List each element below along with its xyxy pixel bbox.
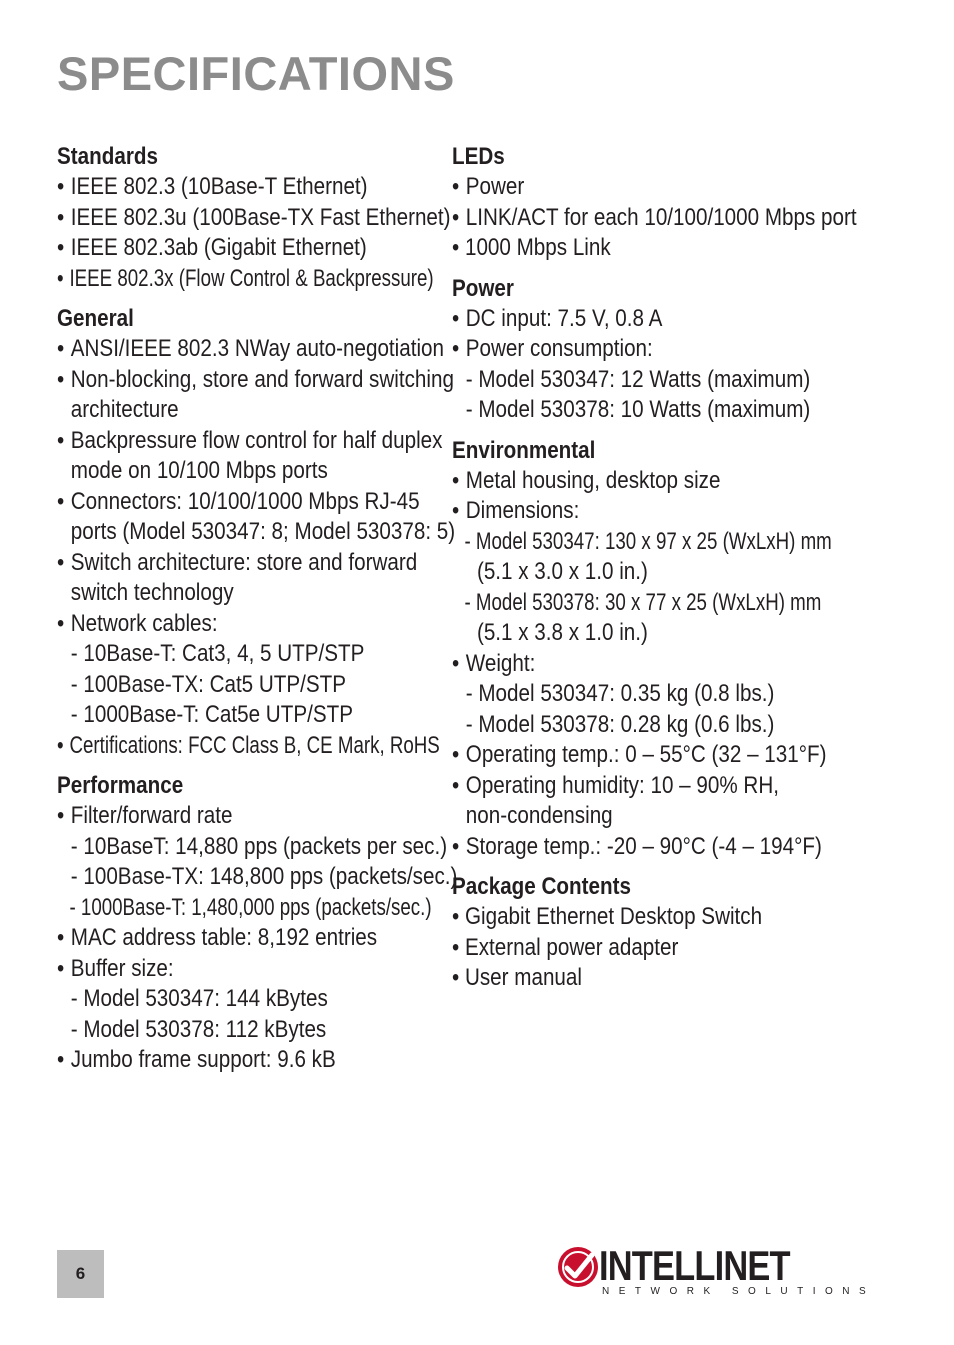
spec-line: • Backpressure flow control for half duplex <box>57 426 397 457</box>
spec-line: mode on 10/100 Mbps ports <box>70 457 328 484</box>
spec-line: - Model 530347: 130 x 97 x 25 (WxLxH) mm <box>464 527 832 555</box>
intellinet-logo <box>556 1242 876 1305</box>
spec-section <box>57 304 456 761</box>
checkmark-logo-icon <box>556 1245 600 1289</box>
spec-line: - Model 530378: 112 kBytes <box>70 1015 327 1043</box>
spec-line: - 100Base-TX: 148,800 pps (packets/sec.) <box>70 863 458 890</box>
spec-line: • IEEE 802.3 (10Base-T Ethernet) <box>57 172 397 203</box>
spec-line: - 10BaseT: 14,880 pps (packets per sec.) <box>70 832 448 860</box>
spec-line: • Operating humidity: 10 – 90% RH, <box>452 771 813 802</box>
spec-line: • Connectors: 10/100/1000 Mbps RJ-45 <box>57 487 397 518</box>
spec-line: - 1000Base-T: 1,480,000 pps (packets/sec.) <box>69 893 432 921</box>
section-heading: Environmental <box>452 436 596 464</box>
spec-line: • Power consumption: <box>452 334 813 365</box>
section-heading: General <box>57 305 134 332</box>
spec-line: • Power <box>452 172 813 203</box>
spec-line: non-condensing <box>465 802 613 829</box>
spec-line: (5.1 x 3.0 x 1.0 in.) <box>476 558 648 585</box>
spec-line: • LINK/ACT for each 10/100/1000 Mbps port <box>452 203 813 234</box>
spec-line: - 10Base-T: Cat3, 4, 5 UTP/STP <box>70 640 365 667</box>
spec-line: - Model 530378: 0.28 kg (0.6 lbs.) <box>465 710 775 738</box>
section-heading: Power <box>452 274 514 302</box>
logo-tagline: NETWORK SOLUTIONS <box>602 1286 876 1297</box>
spec-line: ports (Model 530347: 8; Model 530378: 5) <box>70 518 456 545</box>
spec-line: • Operating temp.: 0 – 55°C (32 – 131°F) <box>452 740 813 771</box>
spec-line: • External power adapter <box>452 933 679 961</box>
spec-line: • 1000 Mbps Link <box>452 234 611 261</box>
spec-line: - Model 530347: 144 kBytes <box>70 985 328 1012</box>
spec-line: • Switch architecture: store and forward <box>57 548 397 579</box>
spec-line: • MAC address table: 8,192 entries <box>57 923 397 954</box>
spec-line: • IEEE 802.3ab (Gigabit Ethernet) <box>57 233 397 264</box>
spec-line: - Model 530347: 0.35 kg (0.8 lbs.) <box>465 680 775 707</box>
spec-line: • DC input: 7.5 V, 0.8 A <box>452 304 813 335</box>
spec-line: - 100Base-TX: Cat5 UTP/STP <box>70 670 347 698</box>
spec-line: switch technology <box>70 579 234 606</box>
spec-line: • Metal housing, desktop size <box>452 466 813 497</box>
spec-line: architecture <box>70 396 179 423</box>
section-heading: Package Contents <box>452 873 631 900</box>
specs-left-column <box>57 142 458 1086</box>
page-title: SPECIFICATIONS <box>57 47 455 100</box>
spec-line: (5.1 x 3.8 x 1.0 in.) <box>476 619 648 646</box>
logo-wordmark: INTELLINET <box>599 1242 790 1289</box>
spec-line: • Storage temp.: -20 – 90°C (-4 – 194°F) <box>452 832 813 863</box>
spec-line: • IEEE 802.3x (Flow Control & Backpressure) <box>57 264 365 295</box>
section-heading: Performance <box>57 772 184 799</box>
spec-line: - Model 530378: 30 x 77 x 25 (WxLxH) mm <box>464 588 822 616</box>
spec-line: • Weight: <box>452 649 813 680</box>
spec-line: • Gigabit Ethernet Desktop Switch <box>452 903 763 930</box>
specs-right-column <box>452 142 872 1004</box>
spec-section <box>452 436 872 863</box>
spec-line: • Network cables: <box>57 609 397 640</box>
spec-section <box>57 142 452 294</box>
spec-line: • Jumbo frame support: 9.6 kB <box>57 1045 397 1076</box>
spec-line: • Dimensions: <box>452 496 813 527</box>
spec-section <box>57 771 458 1076</box>
spec-line: • Non-blocking, store and forward switching <box>57 365 397 396</box>
spec-section <box>452 142 872 264</box>
page-number: 6 <box>57 1250 104 1298</box>
spec-section <box>452 872 872 994</box>
section-heading: Standards <box>57 143 158 170</box>
spec-line: • Buffer size: <box>57 954 397 985</box>
section-heading: LEDs <box>452 143 505 170</box>
spec-section <box>452 274 872 426</box>
spec-line: - Model 530378: 10 Watts (maximum) <box>465 396 811 423</box>
spec-line: - 1000Base-T: Cat5e UTP/STP <box>70 701 353 728</box>
spec-line: - Model 530347: 12 Watts (maximum) <box>465 365 811 393</box>
spec-line: • User manual <box>452 964 582 991</box>
spec-line: • Filter/forward rate <box>57 801 397 832</box>
spec-line: • Certifications: FCC Class B, CE Mark, RoHS <box>57 731 365 762</box>
spec-line: • IEEE 802.3u (100Base-TX Fast Ethernet) <box>57 203 397 234</box>
spec-line: • ANSI/IEEE 802.3 NWay auto-negotiation <box>57 334 397 365</box>
